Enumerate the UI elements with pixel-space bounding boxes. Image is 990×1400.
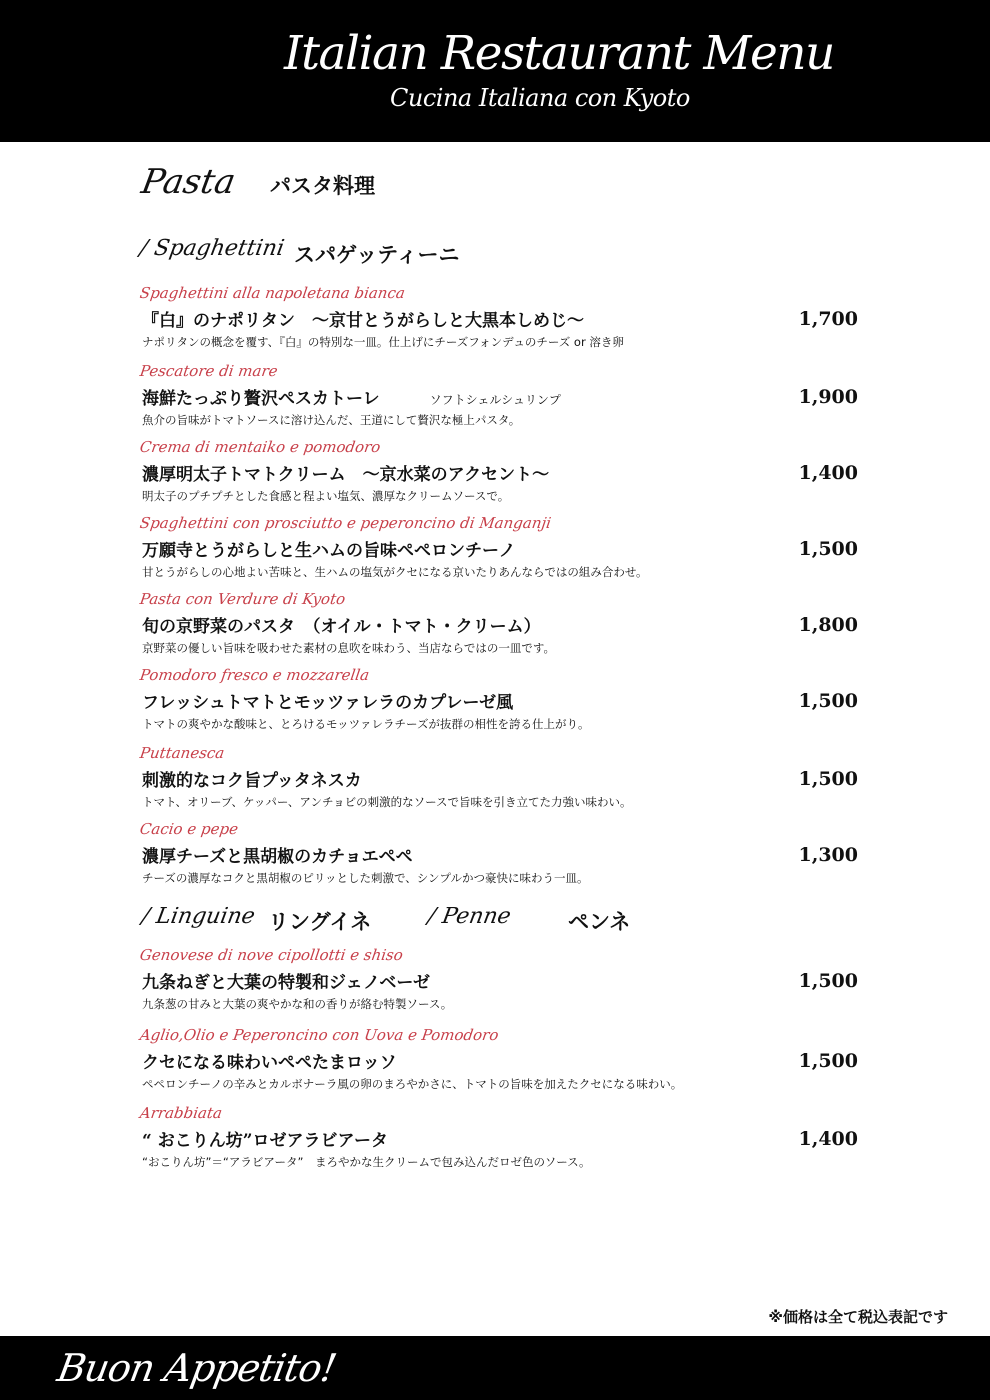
tax-note: ※価格は全て税込表記です: [768, 1308, 948, 1326]
menu-item-italian-name: Spaghettini con prosciutto e peperoncino di Manganji: [138, 514, 553, 532]
menu-item-name: [142, 1048, 447, 1073]
menu-item-description: 甘とうがらしの心地よい苦味と、生ハムの塩気がクセになる京いたりあんならではの組み合わせ。: [142, 565, 648, 579]
menu-item-name-text: 海鮮たっぷり贅沢ペスカトーレ: [142, 389, 380, 409]
menu-item-italian-name: Pasta con Verdure di Kyoto: [138, 590, 347, 608]
menu-item-italian-name: Arrabbiata: [138, 1104, 224, 1122]
menu-item-name: [142, 1126, 438, 1151]
menu-item-description: 明太子のプチプチとした食感と程よい塩気、濃厚なクリームソースで。: [142, 489, 510, 503]
subsection-penne-en: / Penne: [425, 904, 513, 929]
menu-item-name-text: 九条ねぎと大葉の特製和ジェノベーゼ: [142, 973, 430, 993]
menu-item-name-text: 万願寺とうがらしと生ハムの旨味ペペロンチーノ: [142, 541, 516, 561]
footer-band: [0, 1336, 990, 1400]
menu-item-name: [142, 536, 566, 561]
menu-item-description: チーズの濃厚なコクと黒胡椒のピリッとした刺激で、シンプルかつ豪快に味わう一皿。: [142, 871, 589, 885]
menu-item-price: 1,400: [798, 462, 858, 484]
menu-item-name: [142, 842, 463, 867]
menu-item-name: [142, 384, 561, 409]
menu-item-price: 1,400: [798, 1128, 858, 1150]
menu-item-name-text: クセになる味わいペペたまロッソ: [142, 1053, 397, 1073]
section-title-ja: パスタ料理: [270, 173, 375, 198]
menu-item-name-text: 旬の京野菜のパスタ （オイル・トマト・クリーム）: [142, 617, 541, 637]
menu-item-description: トマト、オリーブ、ケッパー、アンチョビの刺激的なソースで旨味を引き立てた力強い味わい。: [142, 795, 632, 809]
subsection-spaghettini-en: / Spaghettini: [137, 236, 287, 261]
menu-item-italian-name: Aglio,Olio e Peperoncino con Uova e Pomodoro: [138, 1026, 500, 1044]
menu-item: [140, 744, 870, 822]
menu-item-name: [142, 612, 591, 637]
menu-item-description: 京野菜の優しい旨味を吸わせた素材の息吹を味わう、当店ならではの一皿です。: [142, 641, 555, 655]
menu-item-price: 1,300: [798, 844, 858, 866]
menu-item: [140, 362, 870, 440]
menu-item-name: [142, 968, 480, 993]
menu-item-name: [142, 688, 563, 713]
menu-item-note: ソフトシェルシュリンプ: [429, 393, 561, 407]
menu-item-name-text: フレッシュトマトとモッツァレラのカプレーゼ風: [142, 693, 514, 713]
menu-item-price: 1,500: [798, 970, 858, 992]
subsection-spaghettini-ja: スパゲッティーニ: [294, 242, 460, 267]
menu-item-name: [142, 306, 634, 331]
menu-item-name-text: 濃厚明太子トマトクリーム ～京水菜のアクセント～: [142, 465, 550, 485]
menu-item-price: 1,500: [798, 768, 858, 790]
menu-item: [140, 946, 870, 1024]
menu-item: [140, 1026, 870, 1104]
menu-item: [140, 284, 870, 362]
menu-item-italian-name: Cacio e pepe: [138, 820, 240, 838]
menu-item-name-text: “ おこりん坊”ロゼアラビアータ: [142, 1131, 388, 1151]
subsection-penne-ja: ペンネ: [568, 909, 631, 934]
menu-item: [140, 514, 870, 592]
menu-item-price: 1,900: [798, 386, 858, 408]
subsection-linguine-en: / Linguine: [139, 904, 257, 929]
page-subtitle: Cucina Italiana con Kyoto: [390, 84, 690, 112]
menu-item: [140, 438, 870, 516]
menu-item-price: 1,700: [798, 308, 858, 330]
menu-item-italian-name: Pescatore di mare: [138, 362, 279, 380]
menu-item-description: “おこりん坊”＝“アラビアータ” まろやかな生クリームで包み込んだロゼ色のソース。: [142, 1155, 591, 1169]
menu-item-name-text: 濃厚チーズと黒胡椒のカチョエペペ: [142, 847, 413, 867]
menu-item-italian-name: Pomodoro fresco e mozzarella: [138, 666, 371, 684]
menu-item-price: 1,500: [798, 538, 858, 560]
footer-text: Buon Appetito!: [54, 1346, 340, 1390]
menu-item-italian-name: Spaghettini alla napoletana bianca: [138, 284, 407, 302]
menu-item: [140, 666, 870, 744]
menu-item-description: 九条葱の甘みと大葉の爽やかな和の香りが絡む特製ソース。: [142, 997, 453, 1011]
menu-item-description: ペペロンチーノの辛みとカルボナーラ風の卵のまろやかさに、トマトの旨味を加えたクセになる味わい。: [142, 1077, 683, 1091]
menu-item-name-text: 刺激的なコク旨プッタネスカ: [142, 771, 362, 791]
page-title: Italian Restaurant Menu: [284, 26, 834, 81]
menu-item-name-text: 『白』のナポリタン ～京甘とうがらしと大黒本しめじ～: [142, 311, 584, 331]
menu-item-italian-name: Genovese di nove cipollotti e shiso: [138, 946, 405, 964]
menu-item-description: トマトの爽やかな酸味と、とろけるモッツァレラチーズが抜群の相性を誇る仕上がり。: [142, 717, 590, 731]
menu-item-price: 1,500: [798, 1050, 858, 1072]
menu-item-name: [142, 766, 412, 791]
menu-item-description: 魚介の旨味がトマトソースに溶け込んだ、王道にして贅沢な極上パスタ。: [142, 413, 521, 427]
menu-item-italian-name: Crema di mentaiko e pomodoro: [138, 438, 382, 456]
menu-item-italian-name: Puttanesca: [138, 744, 226, 762]
menu-item-price: 1,800: [798, 614, 858, 636]
subsection-linguine-ja: リングイネ: [268, 909, 372, 934]
menu-item-price: 1,500: [798, 690, 858, 712]
header-band: [0, 0, 990, 142]
menu-item: [140, 590, 870, 668]
menu-item: [140, 820, 870, 898]
section-title-en: Pasta: [138, 162, 239, 202]
menu-item: [140, 1104, 870, 1182]
menu-item-description: ナポリタンの概念を覆す、『白』の特別な一皿。仕上げにチーズフォンデュのチーズ or 溶き卵: [142, 335, 624, 349]
menu-item-name: [142, 460, 599, 485]
